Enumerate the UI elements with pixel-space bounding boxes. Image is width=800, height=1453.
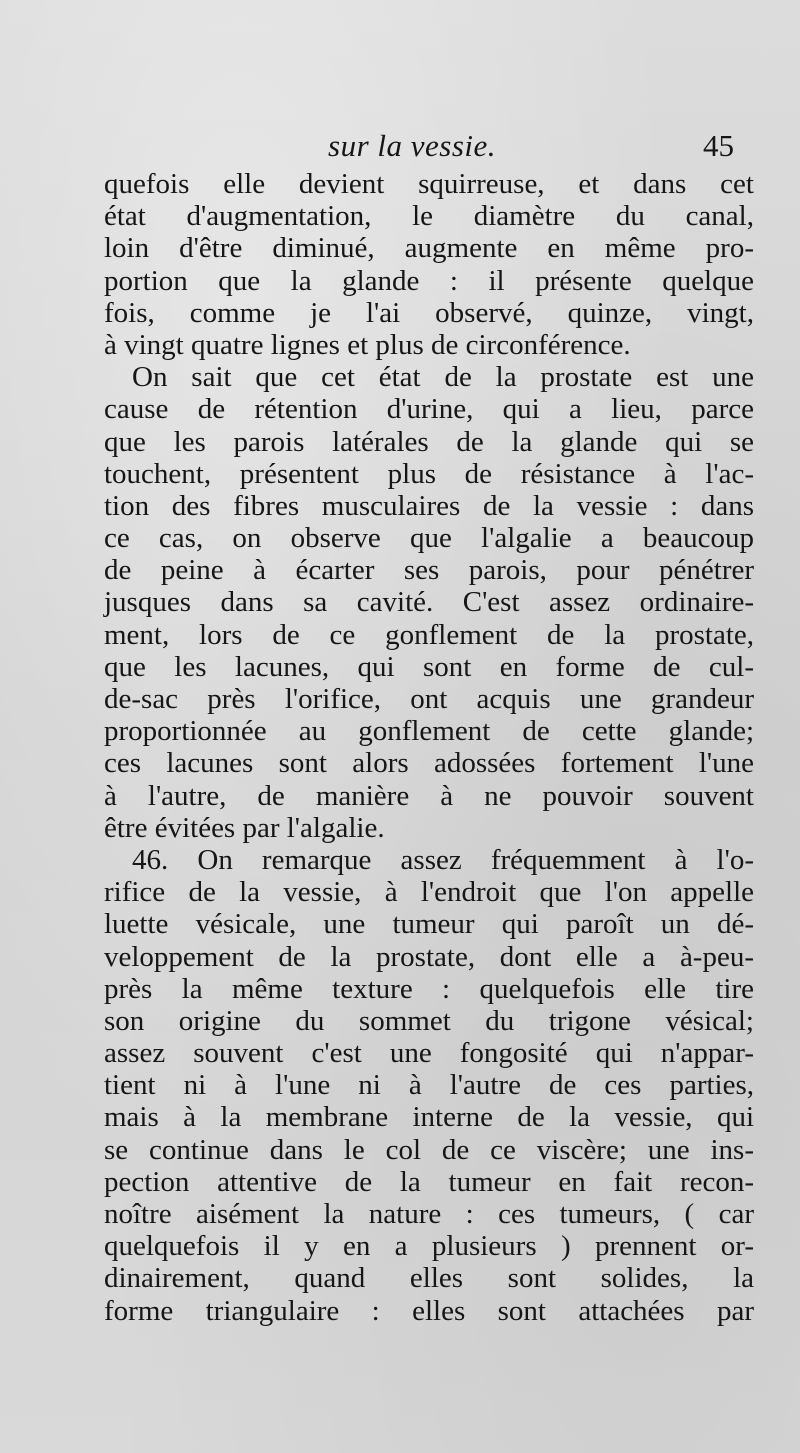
text-line: pection attentive de la tumeur en fait recon-	[104, 1165, 754, 1198]
text-line: que les parois latérales de la glande qui se	[104, 425, 754, 458]
text-line: à l'autre, de manière à ne pouvoir souvent	[104, 779, 754, 812]
page-header	[0, 128, 800, 168]
text-line: que les lacunes, qui sont en forme de cul-	[104, 650, 754, 683]
text-line: de peine à écarter ses parois, pour pénétrer	[104, 554, 754, 587]
text-line: touchent, présentent plus de résistance à l'ac-	[104, 457, 754, 490]
text-line: rifice de la vessie, à l'endroit que l'on appelle	[104, 876, 754, 909]
running-title: sur la vessie.	[328, 128, 497, 163]
text-line: forme triangulaire : elles sont attachées par	[104, 1294, 754, 1327]
text-line: ce cas, on observe que l'algalie a beaucoup	[104, 522, 754, 555]
text-line: état d'augmentation, le diamètre du canal,	[104, 200, 754, 233]
text-line: fois, comme je l'ai observé, quinze, vingt,	[104, 296, 754, 329]
text-line: loin d'être diminué, augmente en même pro-	[104, 232, 754, 265]
text-line: dinairement, quand elles sont solides, la	[104, 1262, 754, 1295]
text-line: à vingt quatre lignes et plus de circonférence.	[104, 328, 631, 361]
text-line: quefois elle devient squirreuse, et dans cet	[104, 168, 754, 200]
text-line: tient ni à l'une ni à l'autre de ces parties,	[104, 1069, 754, 1102]
page-number: 45	[703, 128, 734, 163]
text-line: 46. On remarque assez fréquemment à l'o-	[132, 843, 754, 876]
text-line: assez souvent c'est une fongosité qui n'appar-	[104, 1037, 754, 1070]
text-line: veloppement de la prostate, dont elle a à-peu-	[104, 940, 754, 973]
text-line: luette vésicale, une tumeur qui paroît un dé-	[104, 908, 754, 941]
text-line: jusques dans sa cavité. C'est assez ordinaire-	[104, 586, 754, 619]
text-line: mais à la membrane interne de la vessie, qui	[104, 1101, 754, 1134]
text-line: portion que la glande : il présente quelque	[104, 264, 754, 297]
text-line: noître aisément la nature : ces tumeurs, ( car	[104, 1198, 754, 1230]
text-line: quelquefois il y en a plusieurs ) prennent or-	[104, 1230, 754, 1263]
text-line: ment, lors de ce gonflement de la prostate,	[104, 618, 754, 651]
text-line: son origine du sommet du trigone vésical;	[104, 1004, 754, 1037]
text-line: ces lacunes sont alors adossées fortement l'une	[104, 747, 754, 780]
text-line: tion des fibres musculaires de la vessie : dans	[104, 489, 754, 522]
text-line: cause de rétention d'urine, qui a lieu, parce	[104, 393, 754, 426]
text-line: On sait que cet état de la prostate est une	[132, 361, 754, 394]
text-line: proportionnée au gonflement de cette glande;	[104, 715, 754, 748]
text-line: de-sac près l'orifice, ont acquis une grandeur	[104, 683, 754, 715]
body-text	[104, 168, 754, 1327]
text-line: être évitées par l'algalie.	[104, 811, 385, 844]
text-line: se continue dans le col de ce viscère; une ins-	[104, 1133, 754, 1166]
text-line: près la même texture : quelquefois elle tire	[104, 972, 754, 1005]
